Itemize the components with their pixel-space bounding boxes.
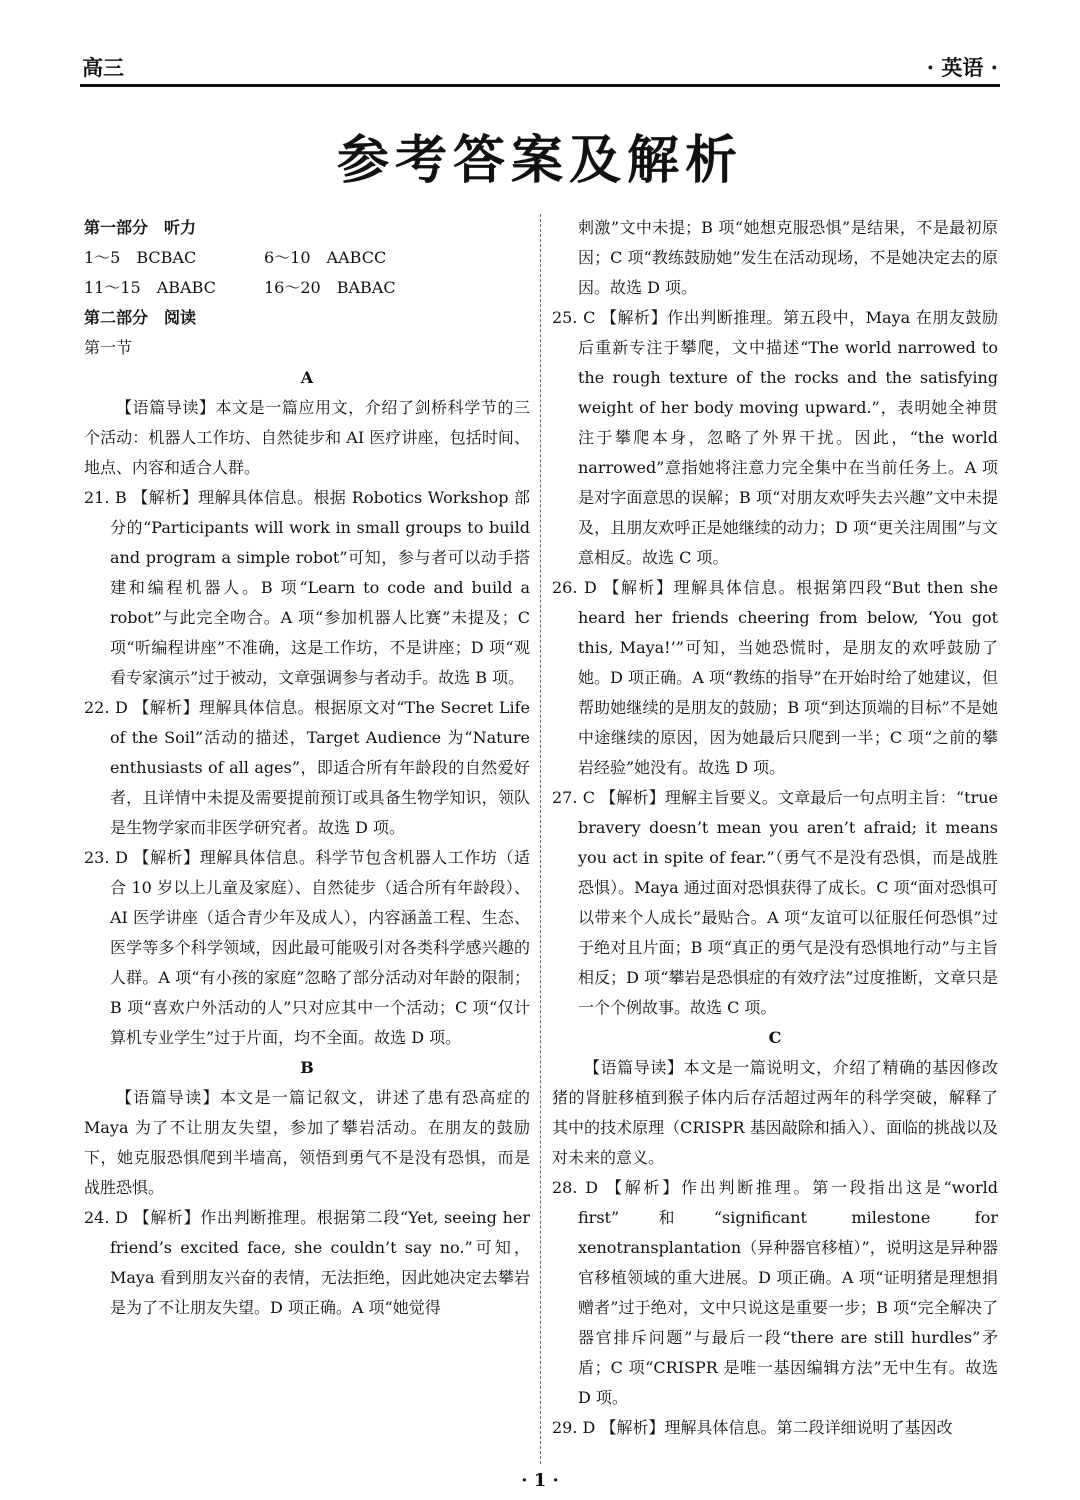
passage-a-heading: A: [300, 368, 314, 387]
left-column: [84, 213, 530, 1323]
subject-label: · 英语 ·: [926, 55, 998, 80]
answer-24: 24. D 【解析】作出判断推理。根据第二段“Yet, seeing her friend’s excited face, she couldn’t say no.”可知，Maya 看到朋友兴奋的表情，无法拒绝，因此她决定去攀岩是为了不让朋友失望。D 项正确。A 项“她觉得: [84, 1208, 530, 1317]
answer-29: 29. D 【解析】理解具体信息。第二段详细说明了基因改: [552, 1418, 953, 1437]
answer-23: 23. D 【解析】理解具体信息。科学节包含机器人工作坊（适合 10 岁以上儿童及家庭）、自然徒步（适合所有年龄段）、AI 医学讲座（适合青少年及成人），内容涵盖工程、生态、医学等多个科学领域，因此最可能吸引对各类科学感兴趣的人群。A 项“有小孩的家庭”忽略了部分活动对年龄的限制；B 项“喜欢户外活动的人”只对应其中一个活动；C 项“仅计算机专业学生”过于片面，均不全面。故选 D 项。: [84, 848, 530, 1047]
answer-range: 11～15 ABABC: [84, 278, 216, 297]
page-number: · 1 ·: [521, 1470, 559, 1491]
answer-range: 1～5 BCBAC: [84, 248, 197, 267]
answer-range: 6～10 AABCC: [264, 248, 387, 267]
column-divider: [540, 214, 541, 1464]
header-rule: [80, 84, 1000, 87]
answer-22: 22. D 【解析】理解具体信息。根据原文对“The Secret Life of the Soil”活动的描述，Target Audience 为“Nature enthusiasts of all ages”，即适合所有年龄段的自然爱好者，且详情中未提及需要提前预订或具备生物学知识，领队是生物学家而非医学研究者。故选 D 项。: [84, 698, 530, 837]
answer-row: [84, 243, 530, 273]
answer-24-continued: 刺激”文中未提；B 项“她想克服恐惧”是结果，不是最初原因；C 项“教练鼓励她”发生在活动现场，不是她决定去的原因。故选 D 项。: [578, 218, 998, 297]
part1-heading: 第一部分 听力: [84, 218, 197, 237]
answer-21: 21. B 【解析】理解具体信息。根据 Robotics Workshop 部分的“Participants will work in small groups to build and program a simple robot”可知，参与者可以动手搭建和编程机器人。B 项“Learn to code and build a robot”与此完全吻合。A 项“参加机器人比赛”未提及；C 项“听编程讲座”不准确，这是工作坊，不是讲座；D 项“观看专家演示”过于被动，文章强调参与者动手。故选 B 项。: [84, 488, 530, 687]
answer-28: 28. D 【解析】作出判断推理。第一段指出这是“world first”和“significant milestone for xenotransplantation（异种器官移植）”，说明这是异种器官移植领域的重大进展。D 项正确。A 项“证明猪是理想捐赠者”过于绝对，文中只说这是重要一步；B 项“完全解决了器官排斥问题”与最后一段“there are still hurdles”矛盾；C 项“CRISPR 是唯一基因编辑方法”无中生有。故选 D 项。: [552, 1178, 998, 1407]
grade-label: 高三: [82, 55, 124, 80]
lead-b: 【语篇导读】本文是一篇记叙文，讲述了患有恐高症的 Maya 为了不让朋友失望，参加了攀岩活动。在朋友的鼓励下，她克服恐惧爬到半墙高，领悟到勇气不是没有恐惧，而是战胜恐惧。: [84, 1088, 530, 1197]
answer-26: 26. D 【解析】理解具体信息。根据第四段“But then she heard her friends cheering from below, ‘You got this, Maya!’”可知，当她恐慌时，是朋友的欢呼鼓励了她。D 项正确。A 项“教练的指导”在开始时给了她建议，但帮助她继续的是朋友的鼓励；B 项“到达顶端的目标”不是她中途继续的原因，因为她最后只爬到一半；C 项“之前的攀岩经验”她没有。故选 D 项。: [552, 578, 998, 777]
part2-heading: 第二部分 阅读: [84, 308, 197, 327]
answer-row: [84, 273, 530, 303]
passage-b-heading: B: [300, 1058, 314, 1077]
lead-c: 【语篇导读】本文是一篇说明文，介绍了精确的基因修改猪的肾脏移植到猴子体内后存活超过两年的科学突破，解释了其中的技术原理（CRISPR 基因敲除和插入）、面临的挑战以及对未来的意义。: [552, 1058, 998, 1167]
section1-heading: 第一节: [84, 338, 133, 357]
page-title: 参考答案及解析: [336, 131, 743, 191]
answer-27: 27. C 【解析】理解主旨要义。文章最后一句点明主旨：“true bravery doesn’t mean you aren’t afraid; it means you act in spite of fear.”（勇气不是没有恐惧，而是战胜恐惧）。Maya 通过面对恐惧获得了成长。C 项“面对恐惧可以带来个人成长”最贴合。A 项“友谊可以征服任何恐惧”过于绝对且片面；B 项“真正的勇气是没有恐惧地行动”与主旨相反；D 项“攀岩是恐惧症的有效疗法”过度推断，文章只是一个个例故事。故选 C 项。: [552, 788, 998, 1017]
passage-c-heading: C: [768, 1028, 782, 1047]
right-column: [552, 213, 998, 1443]
lead-a: 【语篇导读】本文是一篇应用文，介绍了剑桥科学节的三个活动：机器人工作坊、自然徒步和 AI 医疗讲座，包括时间、地点、内容和适合人群。: [84, 398, 530, 477]
answer-range: 16～20 BABAC: [264, 278, 396, 297]
answer-25: 25. C 【解析】作出判断推理。第五段中，Maya 在朋友鼓励后重新专注于攀爬，文中描述“The world narrowed to the rough texture of the rocks and the satisfying weight of her body moving upward.”，表明她全神贯注于攀爬本身，忽略了外界干扰。因此，“the world narrowed”意指她将注意力完全集中在当前任务上。A 项是对字面意思的误解；B 项“对朋友欢呼失去兴趣”文中未提及，且朋友欢呼正是她继续的动力；D 项“更关注周围”与文意相反。故选 C 项。: [552, 308, 998, 567]
page-header: [82, 52, 998, 84]
